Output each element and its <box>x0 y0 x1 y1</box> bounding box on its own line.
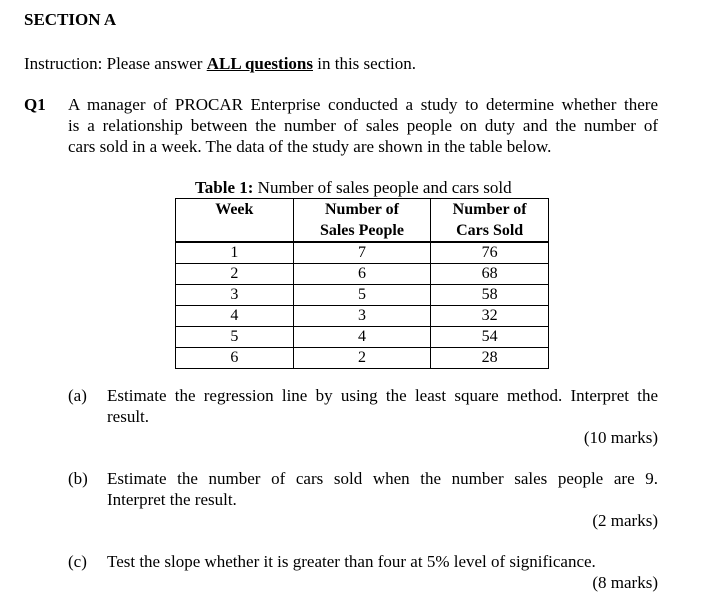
header-week: Week <box>176 199 294 243</box>
section-title: SECTION A <box>24 10 117 29</box>
part-c-marks: (8 marks) <box>592 573 658 592</box>
cell-week: 1 <box>176 242 294 264</box>
part-a-label: (a) <box>68 386 87 405</box>
cell-week: 4 <box>176 306 294 327</box>
question-line-2: is a relationship between the number of sales people on duty and the number of <box>68 116 658 135</box>
cell-week: 5 <box>176 327 294 348</box>
table-row <box>176 285 549 306</box>
question-number: Q1 <box>24 95 46 114</box>
header-sales-people: Number of Sales People <box>293 199 431 243</box>
table-row <box>176 327 549 348</box>
part-a-marks: (10 marks) <box>583 428 658 447</box>
data-table <box>175 198 549 369</box>
cell-cars-sold: 58 <box>431 285 549 306</box>
table-caption-text: Number of sales people and cars sold <box>253 178 512 197</box>
cell-week: 6 <box>176 348 294 369</box>
cell-sales-people: 2 <box>293 348 431 369</box>
cell-cars-sold: 68 <box>431 264 549 285</box>
part-b-line-1: Estimate the number of cars sold when the number sales people are 9. <box>107 469 658 488</box>
table-row <box>176 348 549 369</box>
cell-sales-people: 3 <box>293 306 431 327</box>
cell-sales-people: 7 <box>293 242 431 264</box>
cell-sales-people: 6 <box>293 264 431 285</box>
part-b-marks: (2 marks) <box>592 511 658 530</box>
cell-cars-sold: 76 <box>431 242 549 264</box>
cell-week: 3 <box>176 285 294 306</box>
cell-sales-people: 5 <box>293 285 431 306</box>
cell-cars-sold: 28 <box>431 348 549 369</box>
table-row <box>176 242 549 264</box>
part-c-label: (c) <box>68 552 87 571</box>
table-caption-label: Table 1: <box>195 178 254 197</box>
part-a-line-1: Estimate the regression line by using the least square method. Interpret the <box>107 386 658 405</box>
part-b-label: (b) <box>68 469 88 488</box>
instruction-emphasis: ALL questions <box>206 54 313 73</box>
question-line-1: A manager of PROCAR Enterprise conducted a study to determine whether there <box>68 95 658 114</box>
table-row <box>176 264 549 285</box>
table-header-row <box>176 199 549 243</box>
table-caption <box>195 178 512 198</box>
cell-cars-sold: 32 <box>431 306 549 327</box>
part-c-line-1: Test the slope whether it is greater than four at 5% level of significance. <box>107 552 596 571</box>
cell-cars-sold: 54 <box>431 327 549 348</box>
part-a-line-2: result. <box>107 407 150 426</box>
part-b-line-2: Interpret the result. <box>107 490 237 509</box>
instruction <box>24 54 416 74</box>
instruction-prefix: Instruction: Please answer <box>24 54 207 73</box>
cell-week: 2 <box>176 264 294 285</box>
question-line-3: cars sold in a week. The data of the study are shown in the table below. <box>68 137 552 156</box>
instruction-suffix: in this section. <box>313 54 416 73</box>
header-cars-sold: Number of Cars Sold <box>431 199 549 243</box>
cell-sales-people: 4 <box>293 327 431 348</box>
table-row <box>176 306 549 327</box>
